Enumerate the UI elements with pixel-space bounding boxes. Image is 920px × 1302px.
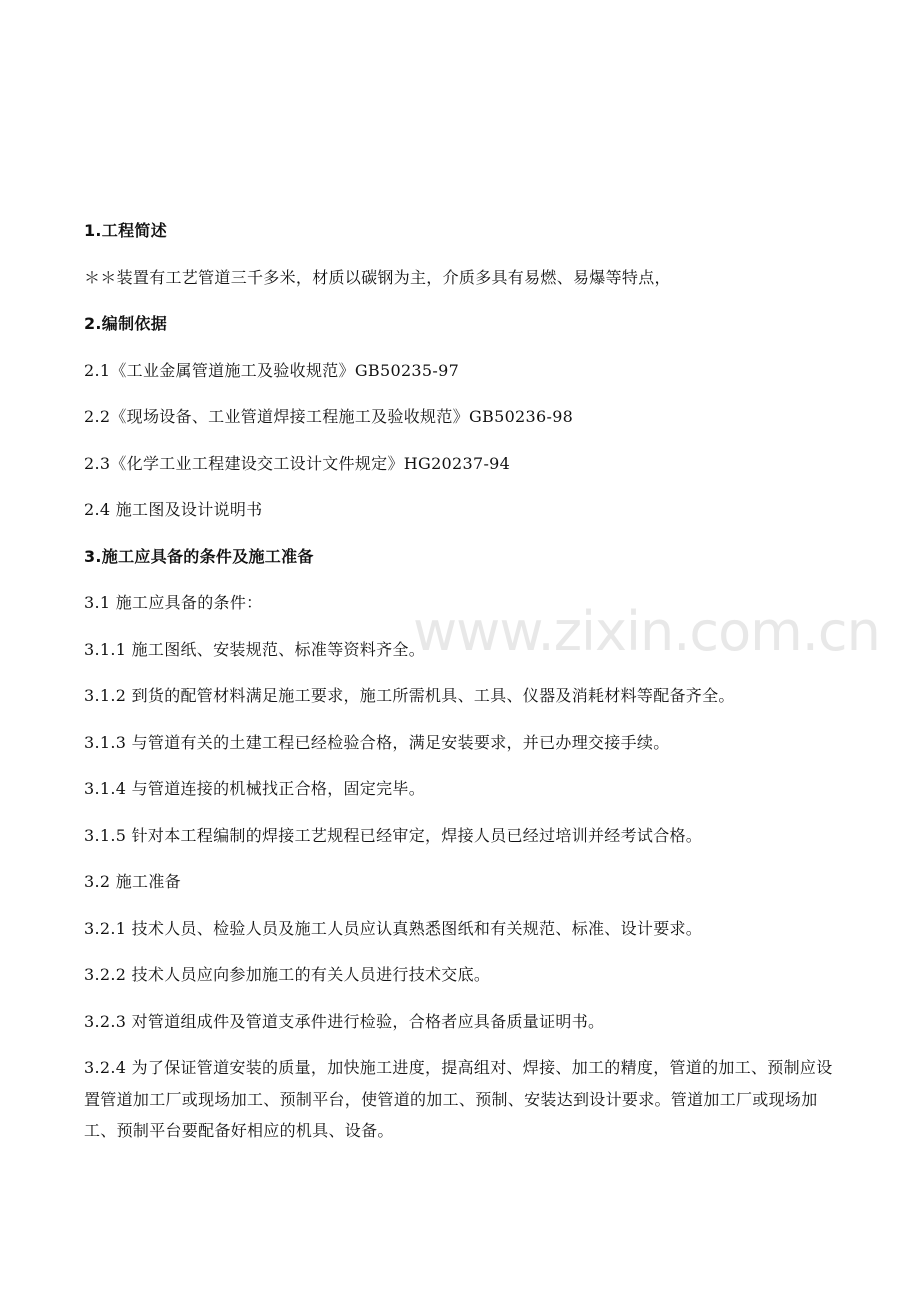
section-heading-1: 1.工程简述 xyxy=(84,221,168,240)
clause-3-2-3: 3.2.3 对管道组成件及管道支承件进行检验，合格者应具备质量证明书。 xyxy=(84,1011,605,1031)
clause-2-1: 2.1《工业金属管道施工及验收规范》GB50235-97 xyxy=(84,360,460,380)
clause-2-3: 2.3《化学工业工程建设交工设计文件规定》HG20237-94 xyxy=(84,453,511,473)
clause-3-1: 3.1 施工应具备的条件： xyxy=(84,593,263,612)
clause-3-1-2: 3.1.2 到货的配管材料满足施工要求，施工所需机具、工具、仪器及消耗材料等配备齐全。 xyxy=(84,686,735,705)
clause-3-1-1: 3.1.1 施工图纸、安装规范、标准等资料齐全。 xyxy=(84,639,425,659)
watermark-text: www.zixin.com.cn xyxy=(413,600,880,663)
clause-3-1-3: 3.1.3 与管道有关的土建工程已经检验合格，满足安装要求，并已办理交接手续。 xyxy=(84,732,670,752)
clause-2-2: 2.2《现场设备、工业管道焊接工程施工及验收规范》GB50236-98 xyxy=(84,407,574,426)
clause-3-2-1: 3.2.1 技术人员、检验人员及施工人员应认真熟悉图纸和有关规范、标准、设计要求。 xyxy=(84,918,703,938)
section-1-text: ＊＊装置有工艺管道三千多米，材质以碳钢为主，介质多具有易燃、易爆等特点， xyxy=(84,267,671,287)
clause-3-2: 3.2 施工准备 xyxy=(84,872,181,891)
section-heading-2: 2.编制依据 xyxy=(84,314,168,333)
clause-3-2-2: 3.2.2 技术人员应向参加施工的有关人员进行技术交底。 xyxy=(84,965,491,984)
clause-3-2-4: 3.2.4 为了保证管道安装的质量，加快施工进度，提高组对、焊接、加工的精度，管道的加工、预制应设置管道加工厂或现场加工、预制平台，使管道的加工、预制、安装达到设计要求。管道加工厂或现场加工、预制平台要配备好相应的机具、设备。 xyxy=(84,1058,833,1140)
clause-3-1-5: 3.1.5 针对本工程编制的焊接工艺规程已经审定，焊接人员已经过培训并经考试合格。 xyxy=(84,825,703,845)
section-heading-3: 3.施工应具备的条件及施工准备 xyxy=(84,546,314,566)
document-body xyxy=(84,215,880,1147)
clause-2-4: 2.4 施工图及设计说明书 xyxy=(84,500,263,519)
clause-3-1-4: 3.1.4 与管道连接的机械找正合格，固定完毕。 xyxy=(84,779,425,798)
